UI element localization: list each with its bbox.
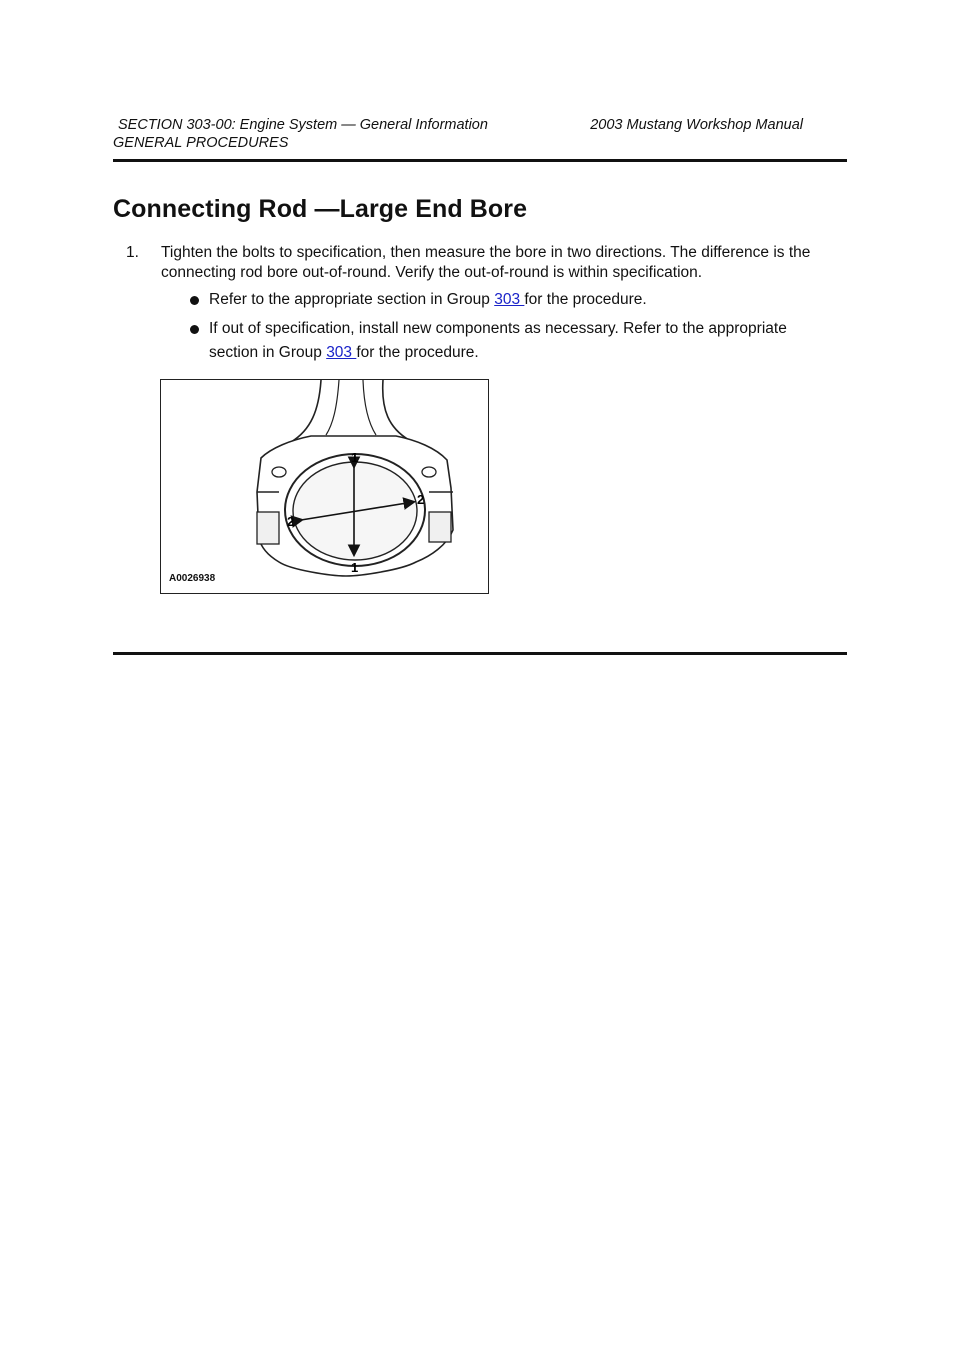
bullet-text-after: for the procedure. xyxy=(356,344,479,361)
header-rule xyxy=(113,159,847,162)
callout-2-right: 2 xyxy=(417,492,425,507)
page-header xyxy=(113,116,847,152)
group-303-link[interactable]: 303 xyxy=(494,291,525,308)
bullet-dot-icon xyxy=(190,325,199,334)
step-number: 1. xyxy=(126,244,139,261)
callout-2-left: 2 xyxy=(287,514,295,529)
footer-rule xyxy=(113,652,847,655)
bullet-2 xyxy=(195,317,835,365)
bullet-text-after: for the procedure. xyxy=(524,291,647,308)
callout-1-bottom: 1 xyxy=(351,560,359,575)
step-1 xyxy=(126,243,846,283)
subsection-title: GENERAL PROCEDURES xyxy=(113,135,289,151)
bullet-text-before: Refer to the appropriate section in Group xyxy=(209,291,495,308)
bullet-dot-icon xyxy=(190,296,199,305)
bullet-item xyxy=(195,288,835,312)
connecting-rod-drawing xyxy=(161,380,488,593)
header-row xyxy=(113,116,847,134)
bullet-1 xyxy=(195,288,835,312)
group-303-link[interactable]: 303 xyxy=(326,344,357,361)
callout-1-top: 1 xyxy=(351,450,359,465)
step-text: Tighten the bolts to specification, then measure the bore in two directions. The difference is the connecting rod bore out-of-round. Verify the out-of-round is within specification. xyxy=(161,244,811,281)
bullet-item xyxy=(195,317,835,365)
section-title: SECTION 303-00: Engine System — General Information xyxy=(118,117,488,133)
figure-id: A0026938 xyxy=(169,573,216,584)
page-title: Connecting Rod —Large End Bore xyxy=(113,195,528,223)
connecting-rod-illustration xyxy=(160,379,489,594)
manual-title: 2003 Mustang Workshop Manual xyxy=(590,117,803,133)
bullet-text-before: If out of specification, install new components as necessary. Refer to the appropriate section in Group xyxy=(209,320,787,361)
